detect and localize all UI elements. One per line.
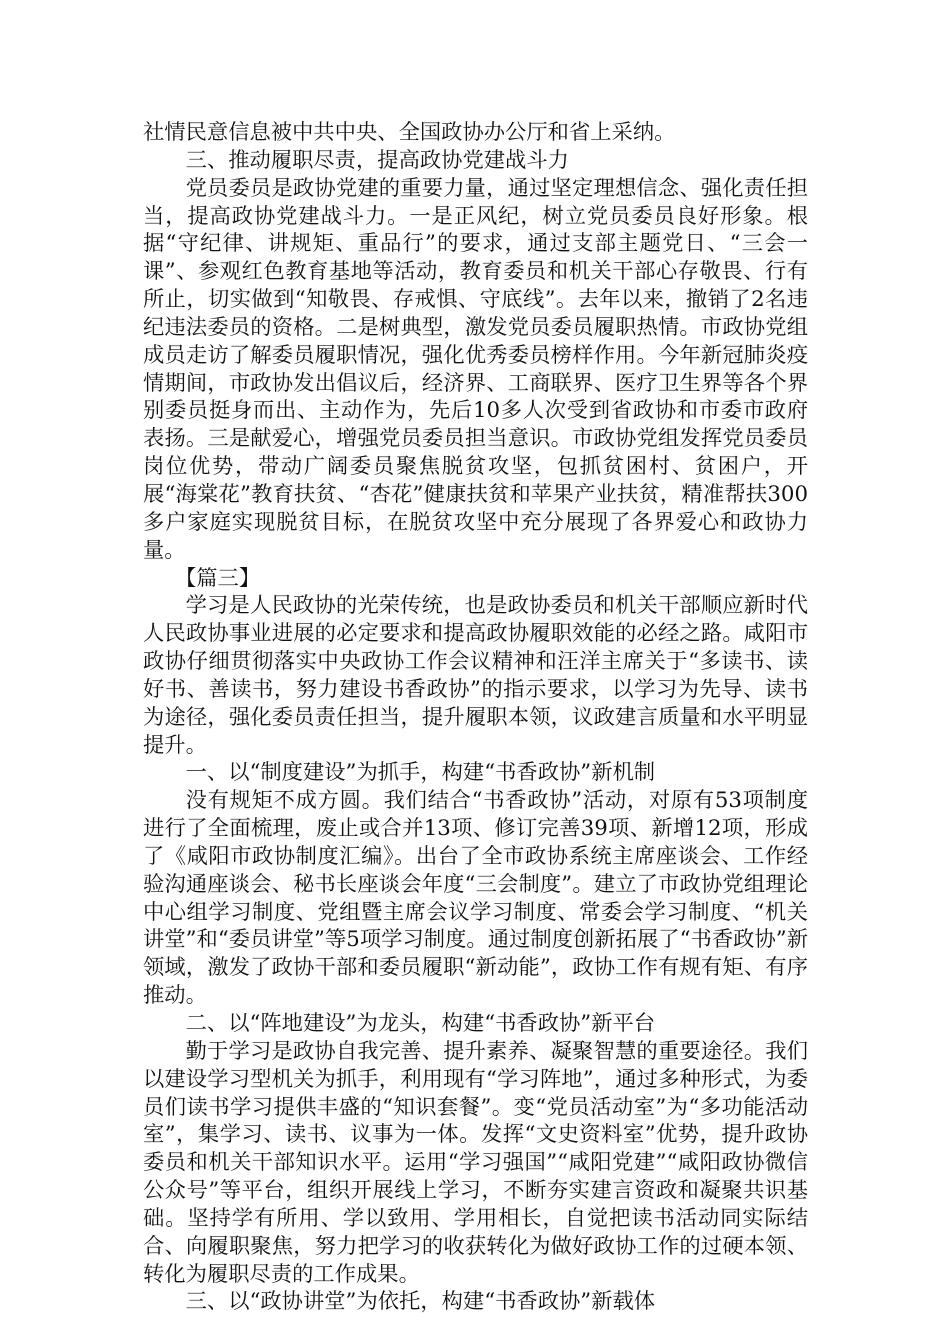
section-heading-1: 一、以“制度建设”为抓手，构建“书香政协”新机制: [185, 760, 656, 786]
paragraph-intro: 学习是人民政协的光荣传统，也是政协委员和机关干部顺应新时代人民政协事业进展的必定要求和提高政协履职效能的必经之路。咸阳市政协仔细贯彻落实中央政协工作会议精神和汪洋主席关于“多读书、读好书、善读书，努力建设书香政协”的指示要求，以学习为先导、读书为途径，强化委员责任担当，提升履职本领，议政建言质量和水平明显提升。: [143, 593, 808, 758]
paragraph-system-building: 没有规矩不成方圆。我们结合“书香政协”活动，对原有53项制度进行了全面梳理，废止或合并13项、修订完善39项、新增12项，形成了《咸阳市政协制度汇编》。出台了全市政协系统主席座谈会、工作经验沟通座谈会、秘书长座谈会年度“三会制度”。建立了市政协党组理论中心组学习制度、党组暨主席会议学习制度、常委会学习制度、“机关讲堂”和“委员讲堂”等5项学习制度。通过制度创新拓展了“书香政协”新领域，激发了政协干部和委员履职“新动能”，政协工作有规有矩、有序推动。: [143, 788, 808, 1009]
paragraph-continuation: 社情民意信息被中共中央、全国政协办公厅和省上采纳。: [143, 120, 676, 145]
chapter-marker: 【篇三】: [174, 565, 261, 591]
section-heading-3b: 三、以“政协讲堂”为依托，构建“书香政协”新载体: [185, 1289, 656, 1315]
section-heading-3: 三、推动履职尽责，提高政协党建战斗力: [185, 147, 569, 173]
paragraph-party-members: 党员委员是政协党建的重要力量，通过坚定理想信念、强化责任担当，提高政协党建战斗力。一是正风纪，树立党员委员良好形象。根据“守纪律、讲规矩、重品行”的要求，通过支部主题党日、“三会一课”、参观红色教育基地等活动，教育委员和机关干部心存敬畏、行有所止，切实做到“知敬畏、存戒惧、守底线”。去年以来，撤销了2名违纪违法委员的资格。二是树典型，激发党员委员履职热情。市政协党组成员走访了解委员履职情况，强化优秀委员榜样作用。今年新冠肺炎疫情期间，市政协发出倡议后，经济界、工商联界、医疗卫生界等各个界别委员挺身而出、主动作为，先后10多人次受到省政协和市委市政府表扬。三是献爱心，增强党员委员担当意识。市政协党组发挥党员委员岗位优势，带动广阔委员聚焦脱贫攻坚，包抓贫困村、贫困户，开展“海棠花”教育扶贫、“杏花”健康扶贫和苹果产业扶贫，精准帮扶300多户家庭实现脱贫目标，在脱贫攻坚中充分展现了各界爱心和政协力量。: [143, 175, 808, 563]
document-page: [143, 119, 808, 1316]
section-heading-2: 二、以“阵地建设”为龙头，构建“书香政协”新平台: [185, 1011, 656, 1036]
paragraph-position-building: 勤于学习是政协自我完善、提升素养、凝聚智慧的重要途径。我们以建设学习型机关为抓手，利用现有“学习阵地”，通过多种形式，为委员们读书学习提供丰盛的“知识套餐”。变“党员活动室”为“多功能活动室”，集学习、读书、议事为一体。发挥“文史资料室”优势，提升政协委员和机关干部知识水平。运用“学习强国”“咸阳党建”“咸阳政协微信公众号”等平台，组织开展线上学习，不断夯实建言资政和凝聚共识基础。坚持学有所用、学以致用、学用相长，自觉把读书活动同实际结合、向履职聚焦，努力把学习的收获转化为做好政协工作的过硬本领、转化为履职尽责的工作成果。: [143, 1038, 808, 1287]
